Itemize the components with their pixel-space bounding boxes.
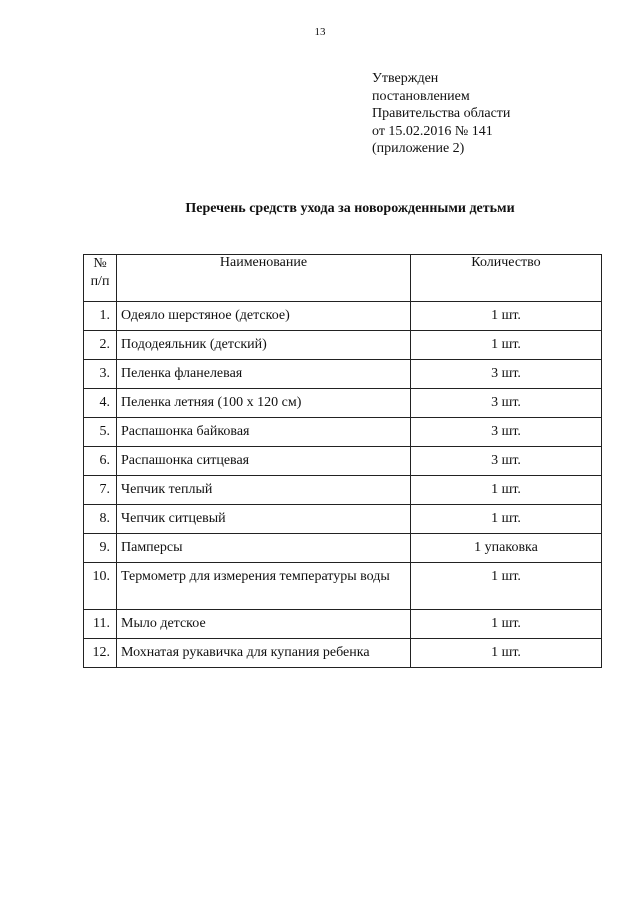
row-name: Чепчик ситцевый [117,505,411,534]
row-quantity: 1 шт. [411,563,602,610]
table-row [84,302,602,331]
row-quantity: 1 шт. [411,610,602,639]
table-row [84,331,602,360]
items-table [83,254,602,668]
row-number: 8. [84,505,117,534]
table-row [84,563,602,610]
row-name: Распашонка байковая [117,418,411,447]
row-name: Одеяло шерстяное (детское) [117,302,411,331]
row-quantity: 3 шт. [411,360,602,389]
row-quantity: 1 шт. [411,302,602,331]
row-name: Термометр для измерения температуры воды [117,563,411,610]
table-row [84,447,602,476]
header-number [84,255,117,302]
row-quantity: 1 шт. [411,476,602,505]
table-row [84,639,602,668]
row-quantity: 1 шт. [411,331,602,360]
document-title: Перечень средств ухода за новорожденными детьми [185,201,515,216]
row-quantity: 1 упаковка [411,534,602,563]
header-quantity: Количество [411,255,602,302]
row-quantity: 1 шт. [411,505,602,534]
row-number: 6. [84,447,117,476]
table-row [84,610,602,639]
row-number: 4. [84,389,117,418]
row-quantity: 3 шт. [411,389,602,418]
row-name: Чепчик теплый [117,476,411,505]
table-row [84,505,602,534]
row-number: 11. [84,610,117,639]
row-number: 2. [84,331,117,360]
row-name: Памперсы [117,534,411,563]
table-row [84,389,602,418]
row-number: 12. [84,639,117,668]
table-row [84,418,602,447]
row-name: Пеленка летняя (100 х 120 см) [117,389,411,418]
row-quantity: 3 шт. [411,418,602,447]
header-name: Наименование [117,255,411,302]
row-number: 3. [84,360,117,389]
approval-line: (приложение 2) [372,141,465,156]
table-row [84,534,602,563]
header-number-abbr: п/п [90,274,110,289]
page-number: 13 [314,26,326,38]
row-number: 10. [84,563,117,610]
approval-line: Правительства области [372,106,511,121]
row-number: 5. [84,418,117,447]
row-name: Распашонка ситцевая [117,447,411,476]
row-number: 9. [84,534,117,563]
approval-line: Утвержден [372,71,439,86]
row-number: 1. [84,302,117,331]
header-number-symbol: № [93,256,107,271]
approval-line: постановлением [372,88,470,104]
row-name: Мохнатая рукавичка для купания ребенка [117,639,411,668]
row-name: Пеленка фланелевая [117,360,411,389]
row-quantity: 1 шт. [411,639,602,668]
row-name: Мыло детское [117,610,411,639]
approval-stamp [372,70,510,158]
table-row [84,360,602,389]
row-name: Пододеяльник (детский) [117,331,411,360]
table-row [84,476,602,505]
row-quantity: 3 шт. [411,447,602,476]
table-header-row [84,255,602,302]
row-number: 7. [84,476,117,505]
approval-line: от 15.02.2016 № 141 [372,123,493,139]
